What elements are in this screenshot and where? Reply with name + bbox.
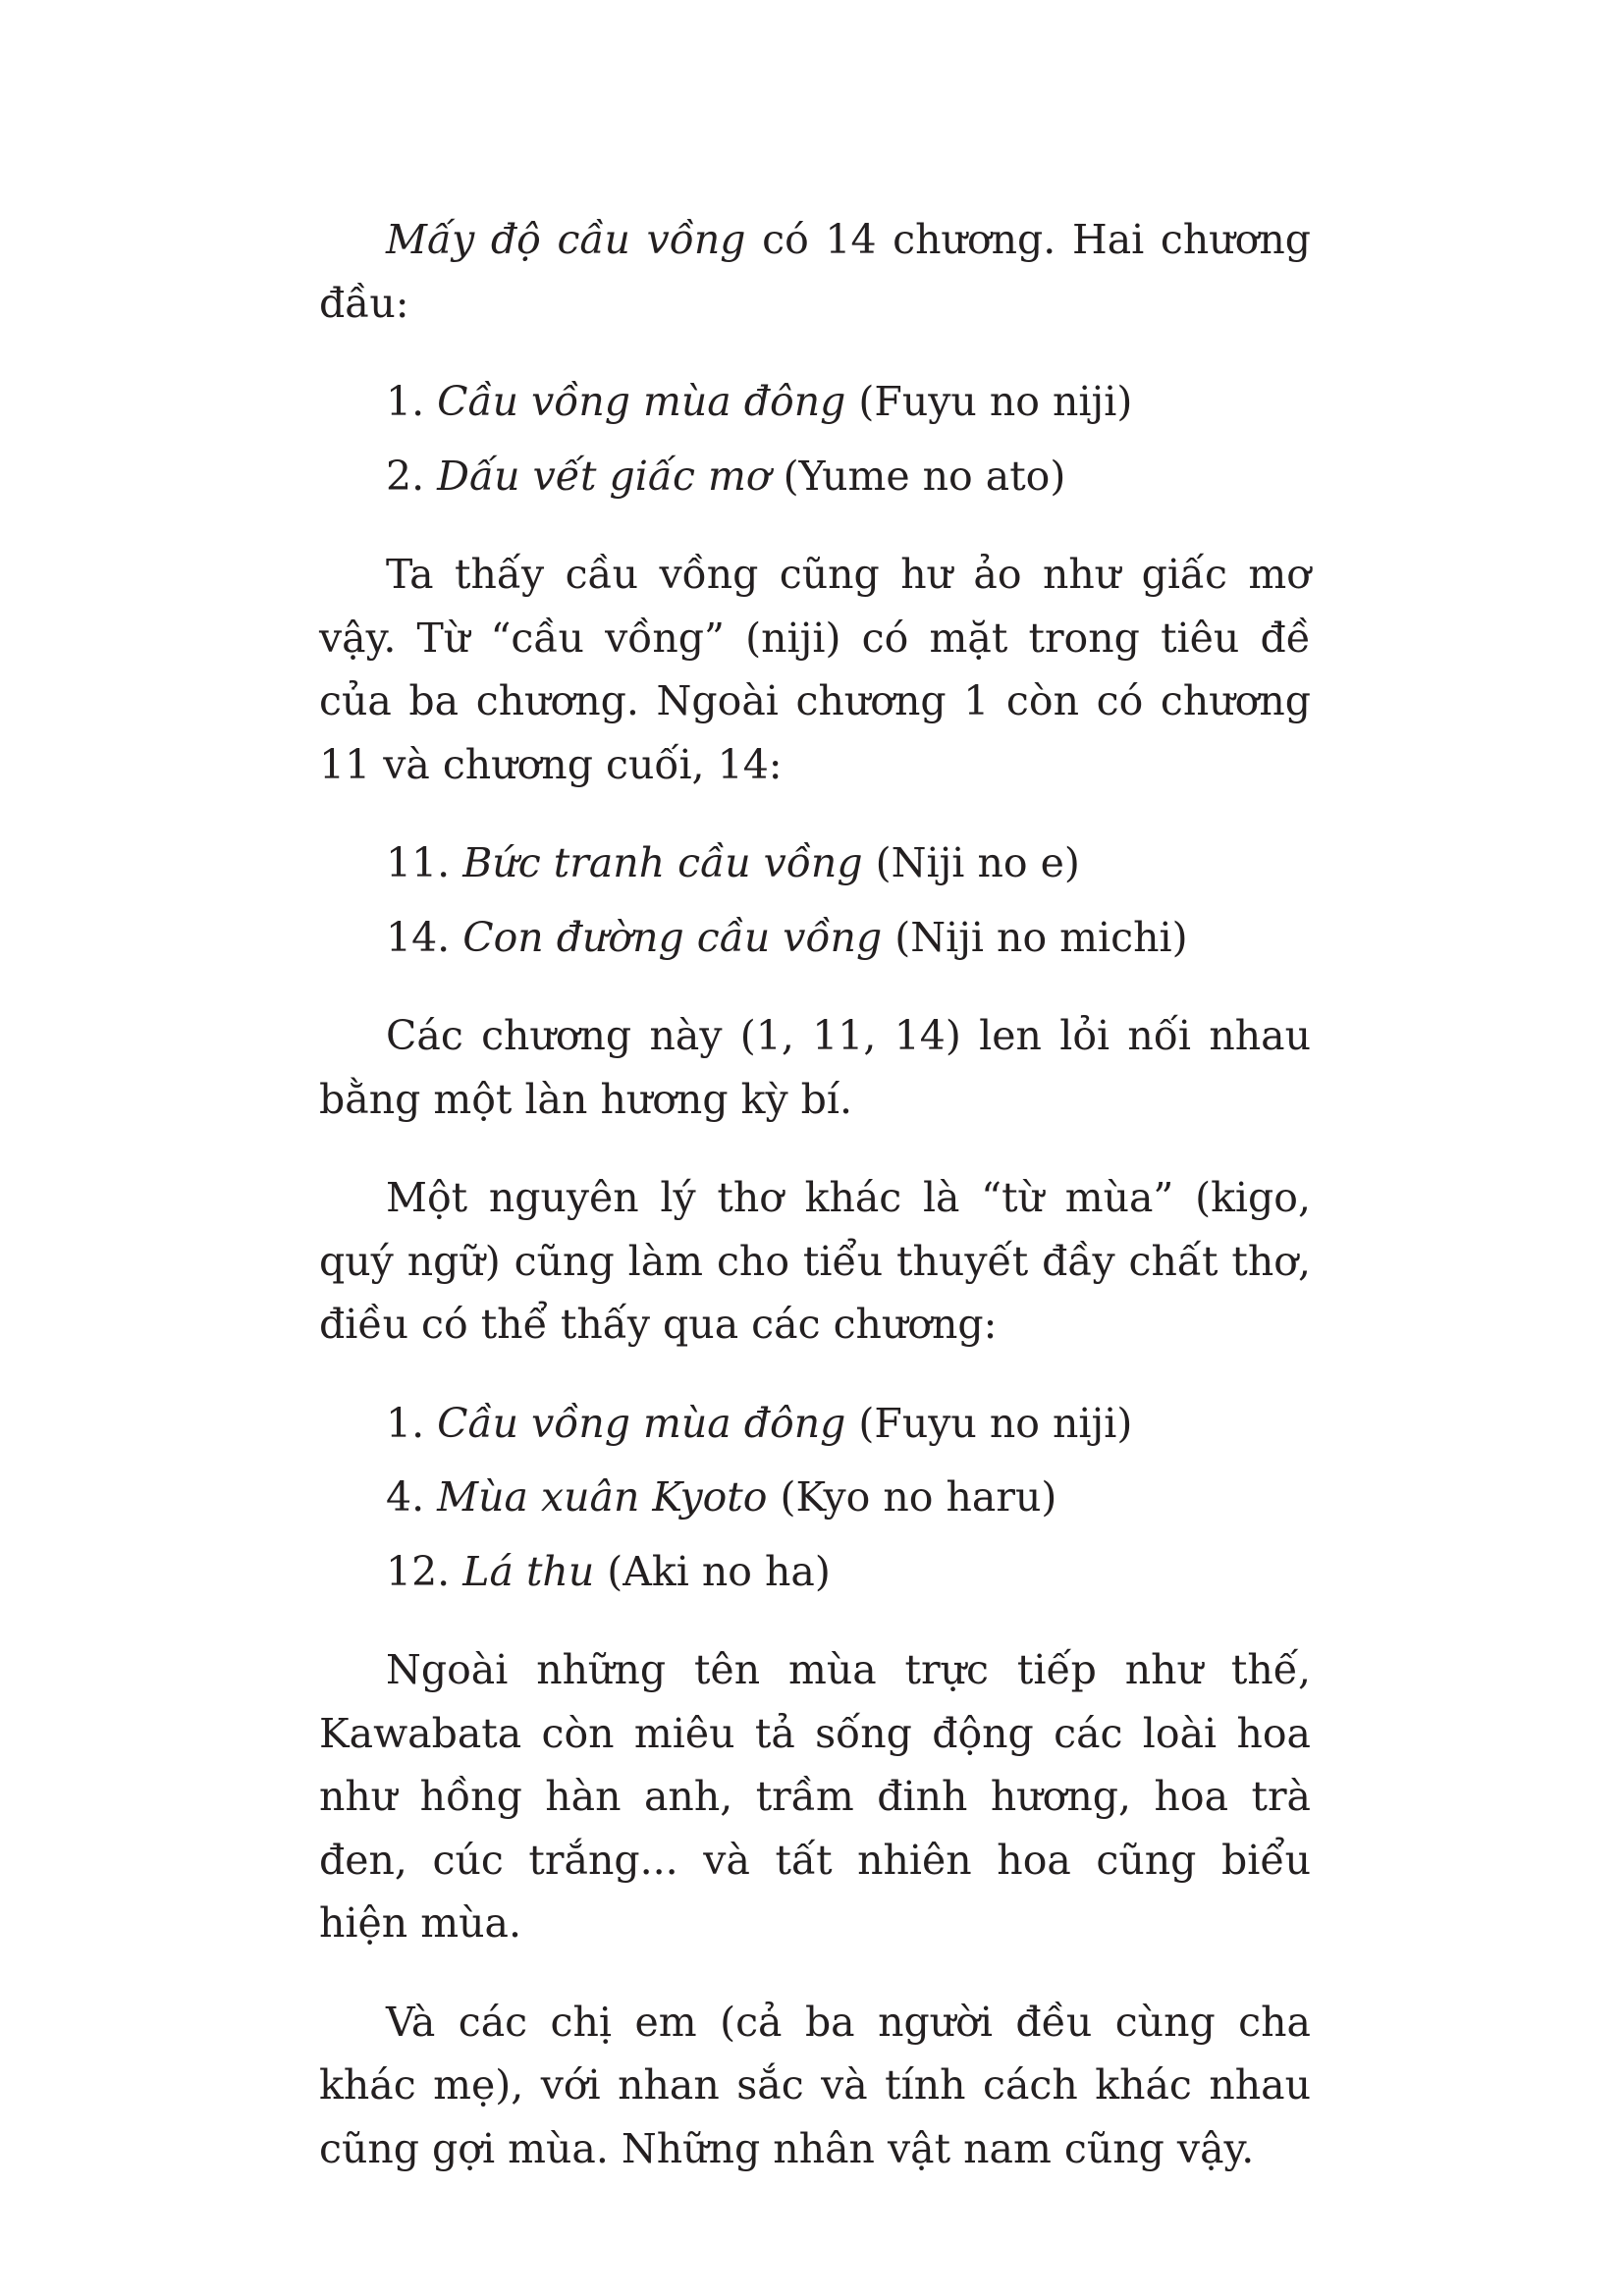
list-number: 14. [386,913,463,961]
list-item [319,831,1311,895]
paragraph: Và các chị em (cả ba người đều cùng cha khác mẹ), với nhan sắc và tính cách khác nhau cũng gợi mùa. Những nhân vật nam cũng vậy. [319,1998,1311,2172]
chapter-japanese: (Aki no ha) [594,1547,831,1595]
list-item [319,906,1311,970]
chapter-title: Cầu vồng mùa đông [437,378,846,425]
book-title: Mấy độ cầu vồng [386,216,746,263]
paragraph: Ngoài những tên mùa trực tiếp như thế, Kawabata còn miêu tả sống động các loài hoa như hồng hàn anh, trầm đinh hương, hoa trà đen, cúc trắng... và tất nhiên hoa cũng biểu hiện mùa. [319,1646,1311,1947]
chapter-title: Cầu vồng mùa đông [437,1399,846,1447]
paragraph: Các chương này (1, 11, 14) len lỏi nối nhau bằng một làn hương kỳ bí. [319,1012,1311,1123]
chapter-japanese: (Kyo no haru) [767,1473,1057,1521]
paragraph: Một nguyên lý thơ khác là “từ mùa” (kigo, quý ngữ) cũng làm cho tiểu thuyết đầy chất thơ, điều có thể thấy qua các chương: [319,1174,1311,1348]
list-item [319,1392,1311,1456]
chapter-title: Con đường cầu vồng [462,913,883,961]
list-number: 11. [386,839,463,886]
chapter-japanese: (Niji no michi) [882,913,1188,961]
list-item [319,445,1311,508]
chapter-japanese: (Yume no ato) [770,452,1066,500]
chapter-title: Lá thu [462,1547,595,1595]
page-body [319,208,1311,2180]
list-item [319,370,1311,434]
chapter-japanese: (Fuyu no niji) [845,1399,1133,1447]
chapter-japanese: (Niji no e) [862,839,1080,886]
chapter-japanese: (Fuyu no niji) [845,378,1133,425]
list-number: 4. [386,1473,438,1521]
intro-paragraph [319,208,1311,335]
list-item [319,1466,1311,1529]
chapter-title: Mùa xuân Kyoto [437,1473,768,1521]
chapter-title: Dấu vết giấc mơ [437,452,771,500]
list-number: 1. [386,1399,438,1447]
intro-text: có 14 chương. Hai chương đầu: [319,216,1312,327]
list-number: 2. [386,452,438,500]
list-number: 12. [386,1547,463,1595]
paragraph: Ta thấy cầu vồng cũng hư ảo như giấc mơ vậy. Từ “cầu vồng” (niji) có mặt trong tiêu đề của ba chương. Ngoài chương 1 còn có chương 11 và chương cuối, 14: [319,551,1311,788]
chapter-title: Bức tranh cầu vồng [462,839,863,886]
list-number: 1. [386,378,438,425]
list-item [319,1540,1311,1604]
